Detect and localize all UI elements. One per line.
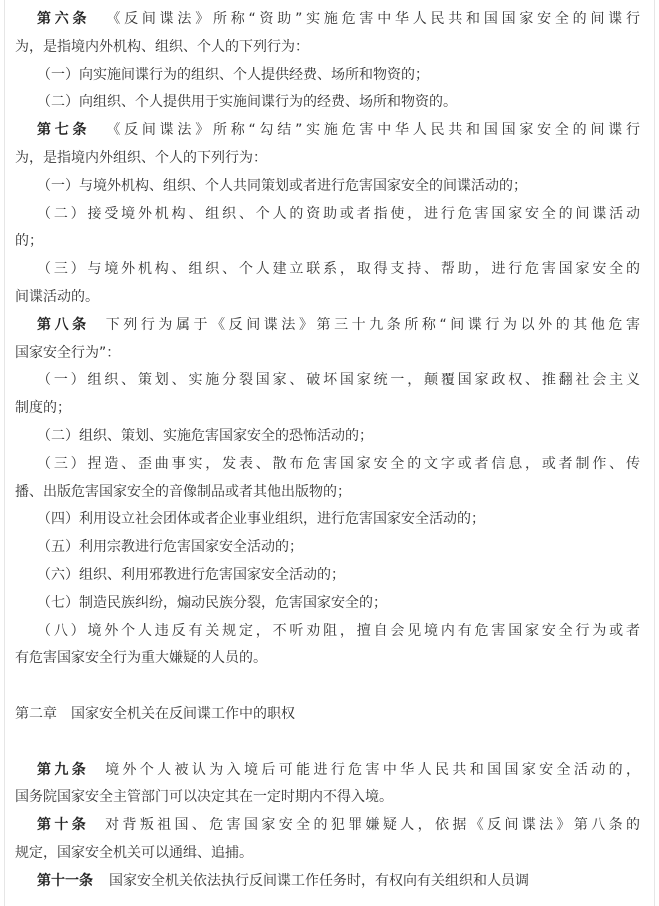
line-text: （一）向实施间谍行为的组织、个人提供经费、场所和物资的； [37, 66, 429, 83]
text-line [15, 479, 640, 507]
line-text: （二）组织、策划、实施危害国家安全的恐怖活动的； [37, 427, 373, 444]
line-text: （八）境外个人违反有关规定，不听劝阻，擅自会见境内有危害国家安全行为或者 [37, 622, 640, 639]
article-number: 第九条 [37, 761, 90, 778]
text-line [15, 228, 640, 256]
article-number: 第十条 [37, 817, 90, 834]
text-line [15, 451, 640, 479]
line-text: （一）组织、策划、实施分裂国家、破坏国家统一，颠覆国家政权、推翻社会主义 [37, 372, 640, 389]
text-line [15, 645, 640, 673]
text-line [15, 784, 640, 812]
line-text: （三）捏造、歪曲事实，发表、散布危害国家安全的文字或者信息，或者制作、传 [37, 455, 640, 472]
line-text: （一）与境外机构、组织、个人共同策划或者进行危害国家安全的间谍活动的； [37, 177, 527, 194]
item-paragraph [15, 256, 640, 312]
document-body [15, 6, 640, 896]
line-text: （五）利用宗教进行危害国家安全活动的； [37, 539, 303, 556]
article-paragraph [15, 812, 640, 868]
item-paragraph [15, 562, 640, 590]
article-number: 第十一条 [37, 872, 93, 889]
text-line [15, 562, 640, 590]
text-line [15, 868, 640, 896]
line-text: （六）组织、利用邪教进行危害国家安全活动的； [37, 566, 345, 583]
line-text: （二）接受境外机构、组织、个人的资助或者指使，进行危害国家安全的间谍活动 [37, 205, 640, 222]
item-paragraph [15, 173, 640, 201]
line-text: （三）与境外机构、组织、个人建立联系，取得支持、帮助，进行危害国家安全的 [37, 261, 640, 278]
item-paragraph [15, 62, 640, 90]
text-line [15, 534, 640, 562]
text-line [15, 340, 640, 368]
article-number: 第六条 [37, 11, 91, 27]
article-paragraph [15, 6, 640, 62]
line-text: 制度的； [15, 400, 71, 417]
item-paragraph [15, 590, 640, 618]
blank-line [15, 729, 640, 757]
line-text: 国家安全机关依法执行反间谍工作任务时，有权向有关组织和人员调 [109, 872, 529, 889]
text-line [15, 812, 640, 840]
text-line [15, 145, 640, 173]
line-text: 国务院国家安全主管部门可以决定其在一定时期内不得入境。 [15, 789, 393, 806]
line-text: 《反间谍法》所称“资助”实施危害中华人民共和国国家安全的间谍行 [106, 11, 640, 27]
line-text: 对背叛祖国、危害国家安全的犯罪嫌疑人，依据《反间谍法》第八条的 [105, 817, 640, 834]
line-text: （二）向组织、个人提供用于实施间谍行为的经费、场所和物资的。 [37, 94, 457, 111]
line-text: 有危害国家安全行为重大嫌疑的人员的。 [15, 650, 267, 667]
line-text: 规定，国家安全机关可以通缉、追捕。 [15, 844, 253, 861]
line-text: 《反间谍法》所称“勾结”实施危害中华人民共和国国家安全的间谍行 [106, 122, 640, 139]
text-line [15, 173, 640, 201]
line-text: 境外个人被认为入境后可能进行危害中华人民共和国国家安全活动的， [105, 761, 640, 778]
text-line [15, 757, 640, 785]
item-paragraph [15, 89, 640, 117]
line-text: 的； [15, 233, 43, 250]
text-line [15, 423, 640, 451]
item-paragraph [15, 367, 640, 423]
article-number: 第八条 [37, 316, 90, 333]
line-text: 为，是指境内外机构、组织、个人的下列行为： [15, 38, 309, 55]
article-paragraph [15, 757, 640, 813]
article-paragraph [15, 117, 640, 173]
article-number: 第七条 [37, 122, 91, 139]
item-paragraph [15, 451, 640, 507]
item-paragraph [15, 201, 640, 257]
text-line [15, 117, 640, 145]
article-paragraph [15, 868, 640, 896]
line-text: 播、出版危害国家安全的音像制品或者其他出版物的； [15, 483, 351, 500]
text-line [15, 367, 640, 395]
text-line [15, 256, 640, 284]
text-line [15, 201, 640, 229]
line-text: 间谍活动的。 [15, 288, 99, 305]
text-line [15, 312, 640, 340]
item-paragraph [15, 506, 640, 534]
line-text: 国家安全行为”： [15, 344, 121, 361]
line-text: （七）制造民族纠纷，煽动民族分裂，危害国家安全的； [37, 594, 387, 611]
text-line [15, 34, 640, 62]
chapter-heading [15, 701, 640, 729]
text-line [15, 701, 640, 729]
item-paragraph [15, 534, 640, 562]
item-paragraph [15, 618, 640, 674]
line-text: （四）利用设立社会团体或者企业事业组织，进行危害国家安全活动的； [37, 511, 485, 528]
blank-line [15, 673, 640, 701]
text-line [15, 618, 640, 646]
text-line [15, 590, 640, 618]
line-text: 下列行为属于《反间谍法》第三十九条所称“间谍行为以外的其他危害 [105, 316, 640, 333]
text-line [15, 840, 640, 868]
line-text: 第二章 国家安全机关在反间谍工作中的职权 [15, 705, 295, 722]
text-line [15, 395, 640, 423]
text-line [15, 62, 640, 90]
text-line [15, 506, 640, 534]
text-line [15, 284, 640, 312]
article-paragraph [15, 312, 640, 368]
line-text: 为，是指境内外组织、个人的下列行为： [15, 149, 267, 166]
item-paragraph [15, 423, 640, 451]
text-line [15, 6, 640, 34]
text-line [15, 89, 640, 117]
